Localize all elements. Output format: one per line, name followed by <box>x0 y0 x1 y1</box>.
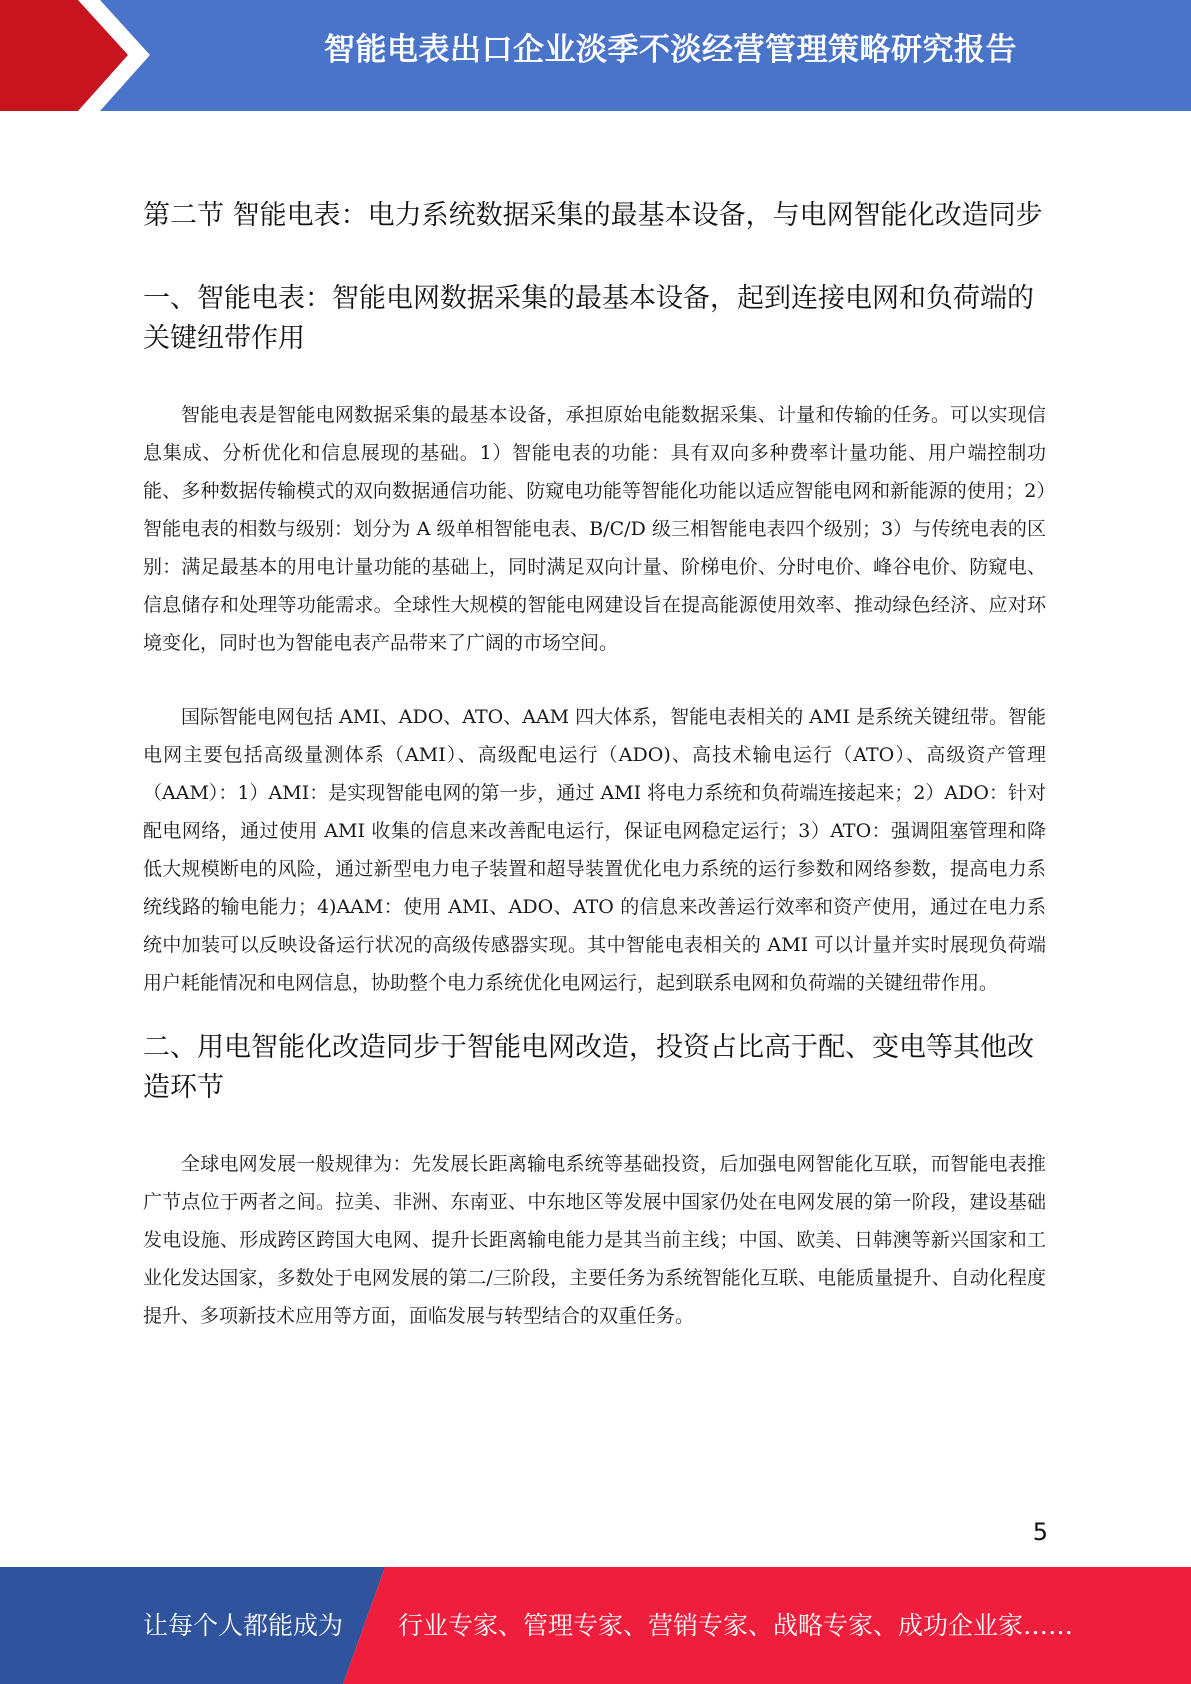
subsection-2-title: 二、用电智能化改造同步于智能电网改造，投资占比高于配、变电等其他改造环节 <box>143 1032 1034 1103</box>
subsection-1-title: 一、智能电表：智能电网数据采集的最基本设备，起到连接电网和负荷端的关键纽带作用 <box>143 283 1034 354</box>
header-red-chevron <box>0 0 150 111</box>
footer-slogan-right: 行业专家、管理专家、营销专家、战略专家、成功企业家…… <box>398 1611 1074 1640</box>
header-banner <box>0 0 1191 111</box>
document-body <box>143 196 1046 1335</box>
section-title: 第二节 智能电表：电力系统数据采集的最基本设备，与电网智能化改造同步 <box>143 200 1043 231</box>
footer-slogan-left: 让每个人都能成为 <box>143 1611 344 1640</box>
subsection-1-paragraph-1: 智能电表是智能电网数据采集的最基本设备，承担原始电能数据采集、计量和传输的任务。可以实现信息集成、分析优化和信息展现的基础。1）智能电表的功能：具有双向多种费率计量功能、用户端控制功能、多种数据传输模式的双向数据通信功能、防窥电功能等智能化功能以适应智能电网和新能源的使用；2）智能电表的相数与级别：划分为 A 级单相智能电表、B/C/D 级三相智能电表四个级别；3）与传统电表的区别：满足最基本的用电计量功能的基础上，同时满足双向计量、阶梯电价、分时电价、峰谷电价、防窥电、信息储存和处理等功能需求。全球性大规模的智能电网建设旨在提高能源使用效率、推动绿色经济、应对环境变化，同时也为智能电表产品带来了广阔的市场空间。 <box>143 404 1046 654</box>
footer-banner <box>0 1567 1191 1684</box>
page-number: 5 <box>1032 1518 1048 1546</box>
report-title: 智能电表出口企业淡季不淡经营管理策略研究报告 <box>324 32 1017 68</box>
subsection-2-paragraph-1: 全球电网发展一般规律为：先发展长距离输电系统等基础投资，后加强电网智能化互联，而智能电表推广节点位于两者之间。拉美、非洲、东南亚、中东地区等发展中国家仍处在电网发展的第一阶段，建设基础发电设施、形成跨区跨国大电网、提升长距离输电能力是其当前主线；中国、欧美、日韩澳等新兴国家和工业化发达国家，多数处于电网发展的第二/三阶段，主要任务为系统智能化互联、电能质量提升、自动化程度提升、多项新技术应用等方面，面临发展与转型结合的双重任务。 <box>143 1153 1046 1327</box>
subsection-1-paragraph-2: 国际智能电网包括 AMI、ADO、ATO、AAM 四大体系，智能电表相关的 AMI 是系统关键纽带。智能电网主要包括高级量测体系（AMI）、高级配电运行（ADO)、高技术输电运行（ATO）、高级资产管理（AAM）：1）AMI：是实现智能电网的第一步，通过 AMI 将电力系统和负荷端连接起来；2）ADO：针对配电网络，通过使用 AMI 收集的信息来改善配电运行，保证电网稳定运行；3）ATO：强调阻塞管理和降低大规模断电的风险，通过新型电力电子装置和超导装置优化电力系统的运行参数和网络参数，提高电力系统线路的输电能力；4)AAM：使用 AMI、ADO、ATO 的信息来改善运行效率和资产使用，通过在电力系统中加装可以反映设备运行状况的高级传感器实现。其中智能电表相关的 AMI 可以计量并实时展现负荷端用户耗能情况和电网信息，协助整个电力系统优化电网运行，起到联系电网和负荷端的关键纽带作用。 <box>143 706 1046 994</box>
